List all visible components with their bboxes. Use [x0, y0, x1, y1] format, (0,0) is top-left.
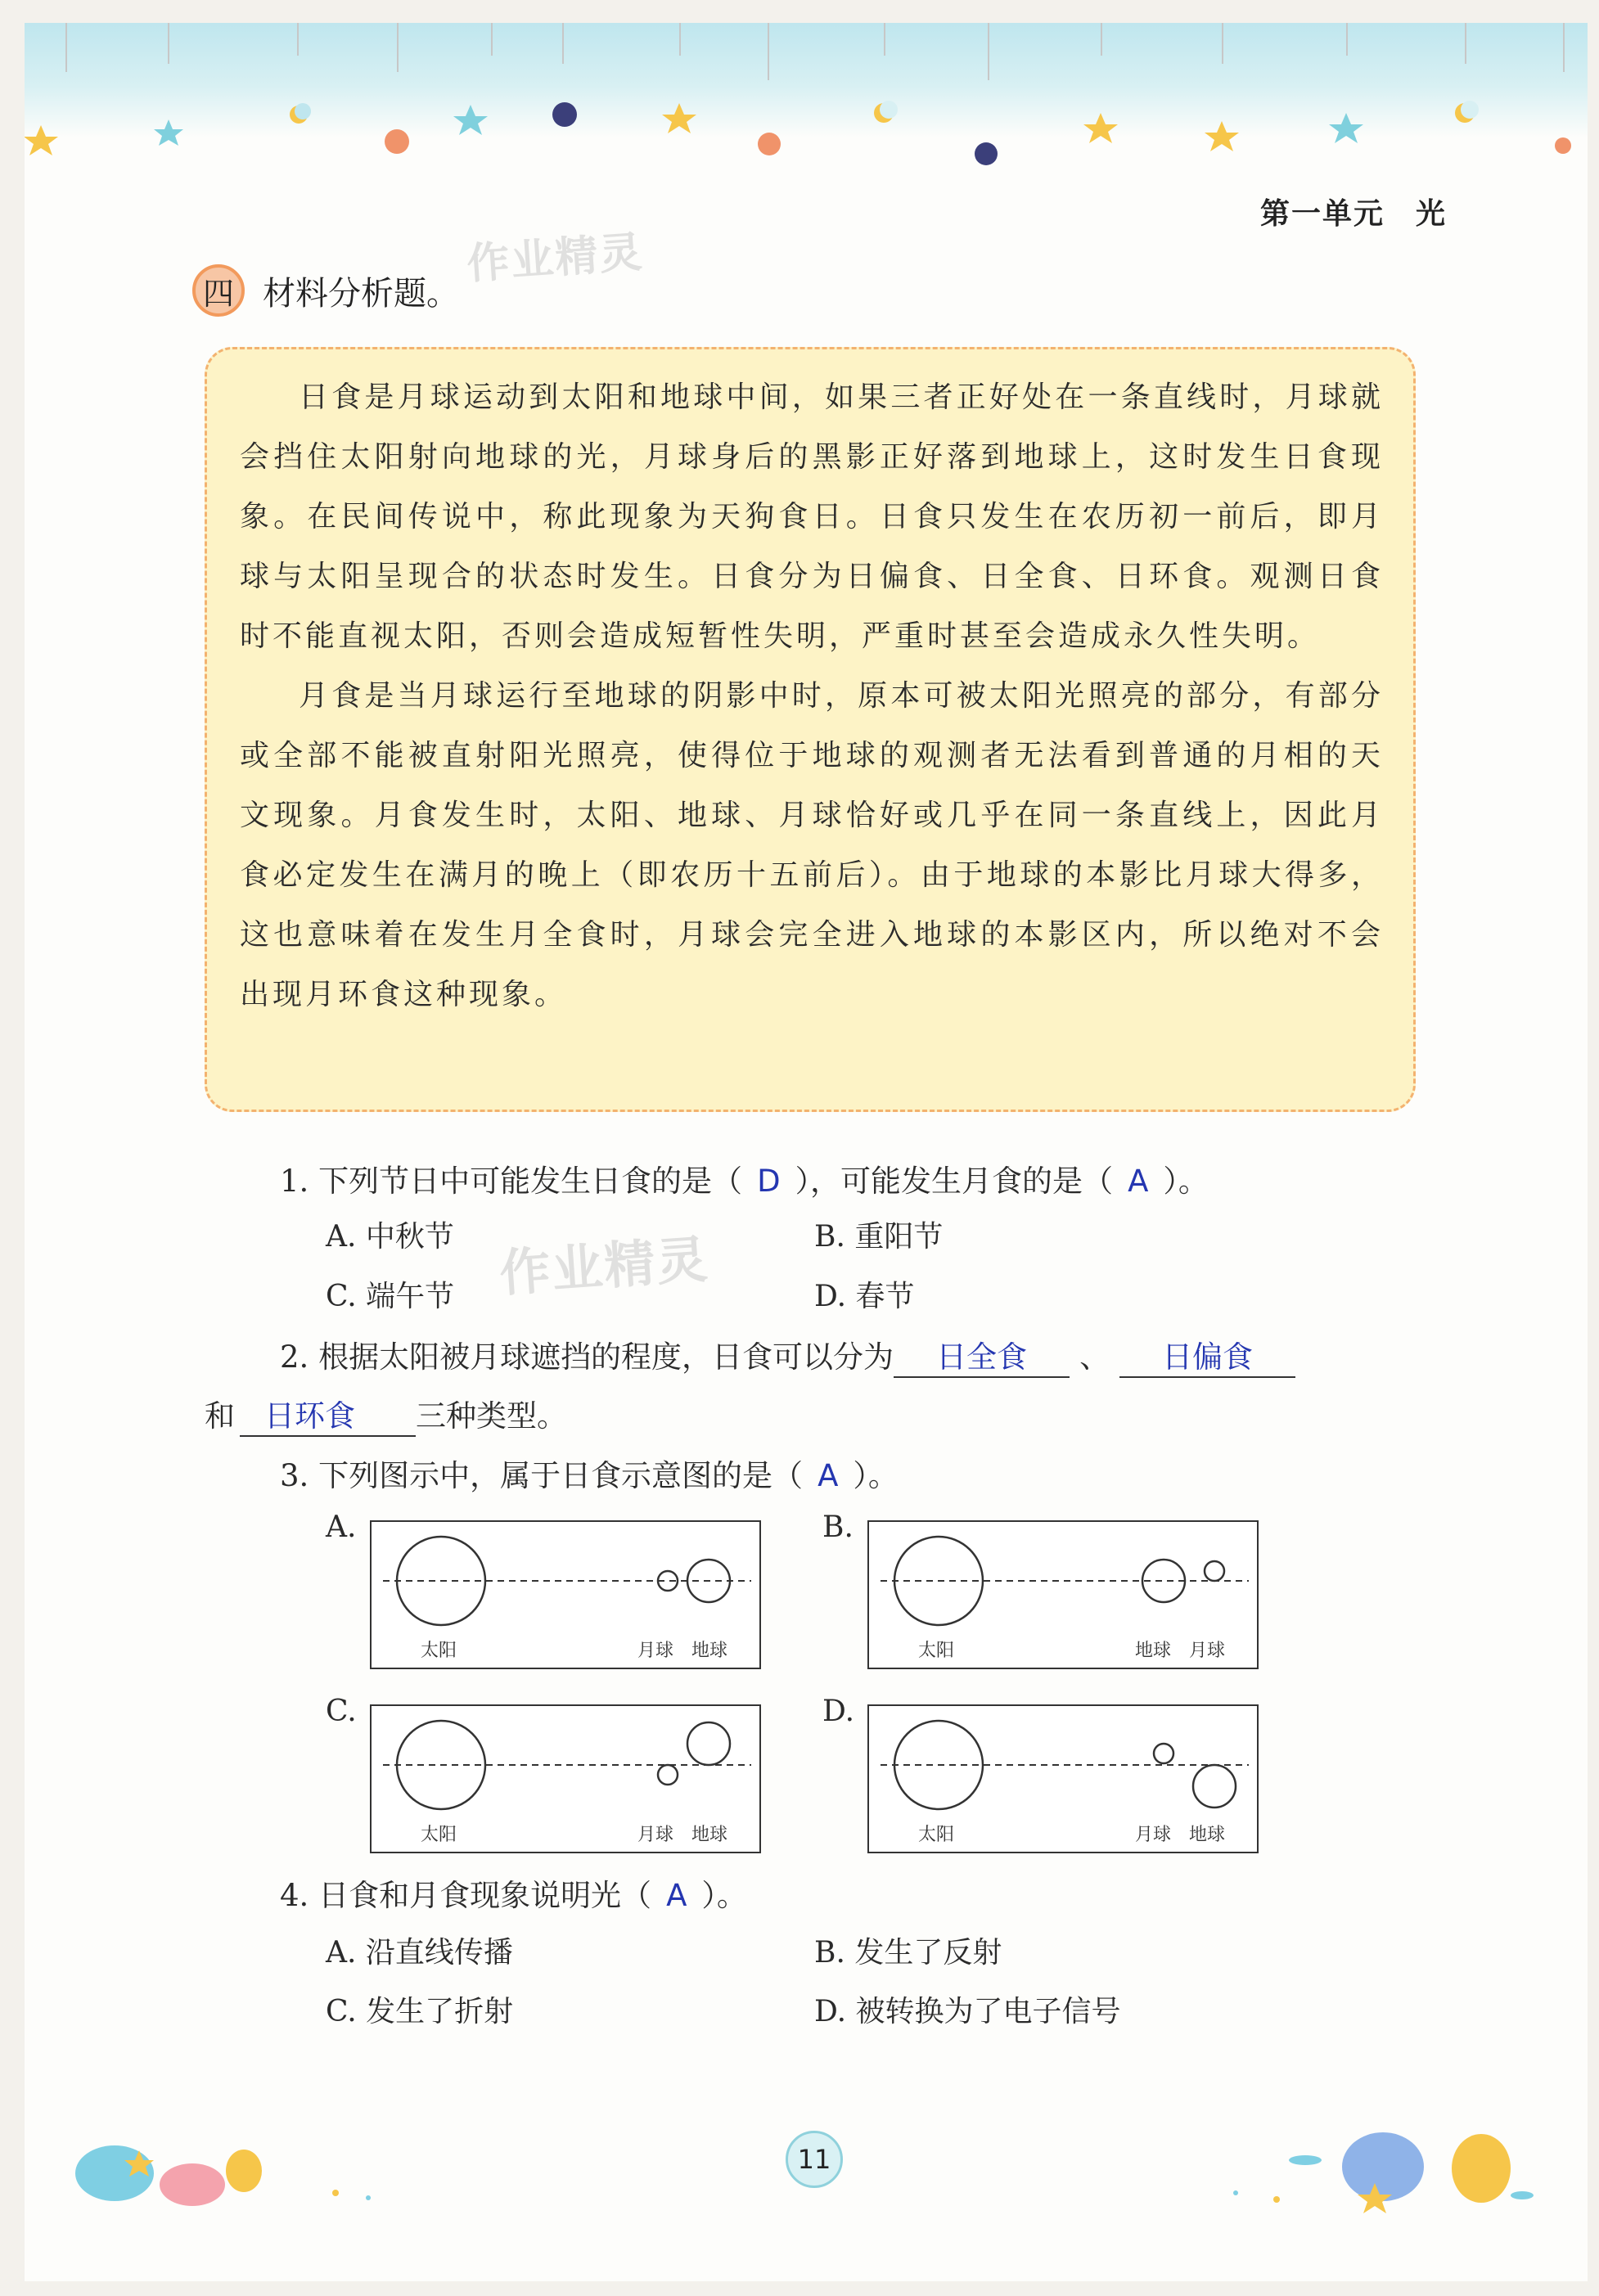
earth-circle — [1193, 1765, 1236, 1808]
diagram-b-right-label: 地球 月球 — [1135, 1641, 1226, 1661]
watermark: 作业精灵 — [498, 1229, 711, 1303]
page-number: 11 — [786, 2131, 843, 2188]
section-number-badge: 四 — [192, 264, 245, 317]
moon-circle — [658, 1765, 678, 1785]
material-paragraph-solar-eclipse: 日食是月球运动到太阳和地球中间，如果三者正好处在一条直线时，月球就会挡住太阳射向地球的光，月球身后的黑影正好落到地球上，这时发生日食现象。在民间传说中，称此现象为天狗食日。日食只发生在农历初一前后，即月球与太阳呈现合的状态时发生。日食分为日偏食、日全食、日环食。观测日食时不能直视太阳，否则会造成短暂性失明，严重时甚至会造成永久性失明。 — [240, 380, 1384, 653]
q1-option-a: A. 中秋节 — [326, 1220, 454, 1254]
diagram-b-sun-label: 太阳 — [918, 1641, 955, 1661]
stars-and-moons-icon — [25, 23, 1588, 170]
moon-circle — [1205, 1561, 1224, 1581]
material-box — [205, 347, 1416, 1112]
section-title: 材料分析题。 — [263, 274, 459, 313]
q4-option-d: D. 被转换为了电子信号 — [814, 1995, 1121, 2028]
header-decoration — [25, 23, 1588, 137]
material-paragraph-lunar-eclipse: 月食是当月球运行至地球的阴影中时，原本可被太阳光照亮的部分，有部分或全部不能被直射阳光照亮，使得位于地球的观测者无法看到普通的月相的天文现象。月食发生时，太阳、地球、月球恰好或几乎在同一条直线上，因此月食必定发生在满月的晚上（即农历十五前后）。由于地球的本影比月球大得多，这也意味着在发生月全食时，月球会完全进入地球的本影区内，所以绝对不会出现月环食这种现象。 — [240, 679, 1384, 1011]
question-2-line-2: 和 日环食 三种类型。 — [205, 1391, 567, 1437]
q1-answer-2: A — [1128, 1164, 1149, 1199]
diagram-a-sun-label: 太阳 — [421, 1641, 457, 1661]
q3-answer: A — [818, 1458, 839, 1493]
q1-answer-1: D — [757, 1164, 781, 1199]
page — [25, 23, 1588, 2281]
diagram-b — [867, 1520, 1259, 1669]
watermark: 作业精灵 — [465, 227, 646, 290]
q2-blank-1: 日全食 — [894, 1332, 1070, 1378]
q4-answer: A — [666, 1878, 687, 1913]
diagram-c — [370, 1704, 761, 1853]
diagram-c-right-label: 月球 地球 — [637, 1825, 728, 1845]
moon-circle — [1154, 1744, 1173, 1763]
section-heading — [192, 264, 459, 317]
q2-blank-3: 日环食 — [240, 1391, 416, 1437]
q4-option-c: C. 发生了折射 — [326, 1995, 514, 2028]
diagram-c-sun-label: 太阳 — [421, 1825, 457, 1845]
diagram-a-label: A. — [326, 1510, 357, 1544]
diagram-d-sun-label: 太阳 — [918, 1825, 955, 1845]
diagram-b-label: B. — [822, 1510, 854, 1544]
q2-blank-2: 日偏食 — [1119, 1332, 1295, 1378]
diagram-d-label: D. — [822, 1695, 855, 1728]
question-2-line-1: 2. 根据太阳被月球遮挡的程度，日食可以分为 日全食 、 日偏食 — [280, 1332, 1295, 1378]
q1-option-d: D. 春节 — [814, 1280, 915, 1313]
q1-option-b: B. 重阳节 — [814, 1220, 944, 1254]
q4-option-a: A. 沿直线传播 — [326, 1936, 513, 1970]
question-3: 3. 下列图示中，属于日食示意图的是（ A ）。 — [280, 1458, 899, 1493]
diagram-d — [867, 1704, 1259, 1853]
question-4: 4. 日食和月食现象说明光（ A ）。 — [280, 1878, 747, 1913]
diagram-a-right-label: 月球 地球 — [637, 1641, 728, 1661]
earth-circle — [687, 1722, 730, 1765]
unit-title: 第一单元 光 — [1260, 197, 1448, 231]
q4-option-b: B. 发生了反射 — [814, 1936, 1002, 1970]
diagram-c-label: C. — [326, 1695, 357, 1728]
diagram-a — [370, 1520, 761, 1669]
question-1: 1. 下列节日中可能发生日食的是（ D ），可能发生月食的是（ A ）。 — [280, 1164, 1209, 1199]
diagram-d-right-label: 月球 地球 — [1135, 1825, 1226, 1845]
q1-option-c: C. 端午节 — [326, 1280, 455, 1313]
